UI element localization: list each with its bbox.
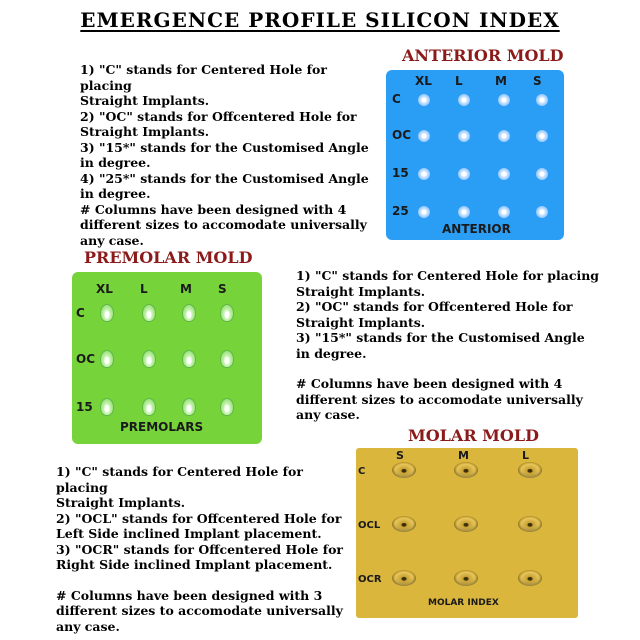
note-line: 3) "15*" stands for the Customised Angle [296, 330, 585, 345]
implant-hole [454, 570, 478, 586]
premolar-heading: PREMOLAR MOLD [84, 248, 253, 267]
row-label: C [392, 92, 401, 106]
column-label: L [522, 449, 530, 462]
implant-hole [100, 350, 114, 368]
column-label: S [396, 449, 404, 462]
implant-hole [454, 462, 478, 478]
molar-mold-image [356, 448, 578, 618]
implant-hole [458, 130, 470, 142]
column-label: M [458, 449, 469, 462]
implant-hole [142, 350, 156, 368]
row-label: OCR [358, 574, 382, 585]
anterior-notes [80, 62, 380, 248]
note-line: Straight Implants. [296, 283, 426, 299]
note-line: Left Side inclined Implant placement. [56, 526, 322, 541]
implant-hole [392, 570, 416, 586]
note-line: 2) "OC" stands for Offcentered Hole for [80, 108, 357, 124]
mold-footer-label: MOLAR INDEX [428, 598, 499, 608]
row-label: 15 [392, 166, 409, 180]
implant-hole [498, 206, 510, 218]
implant-hole [392, 462, 416, 478]
note-line: # Columns have been designed with 4 [80, 201, 347, 217]
row-label: OC [392, 128, 412, 142]
note-line: Straight Implants. [80, 124, 210, 139]
note-line: 2) "OC" stands for Offcentered Hole for [296, 299, 573, 314]
implant-hole [458, 168, 470, 180]
note-line: different sizes to accomodate universally [80, 217, 367, 232]
note-line: # Columns have been designed with 4 [296, 376, 563, 391]
premolar-mold-image [72, 272, 262, 444]
column-label: XL [96, 282, 113, 296]
implant-hole [182, 398, 196, 416]
implant-hole [536, 168, 548, 180]
spacer [56, 573, 356, 588]
implant-hole [220, 398, 234, 416]
implant-hole [454, 516, 478, 532]
implant-hole [182, 350, 196, 368]
implant-hole [418, 130, 430, 142]
molar-notes [56, 464, 356, 634]
note-line: Straight Implants. [80, 93, 210, 108]
implant-hole [498, 168, 510, 180]
note-line: in degree. [80, 155, 151, 170]
mold-footer-label: ANTERIOR [442, 222, 511, 236]
column-label: S [218, 282, 227, 296]
implant-hole [418, 168, 430, 180]
premolar-notes [296, 268, 606, 423]
note-line: 1) "C" stands for Centered Hole for placing [296, 268, 600, 283]
page-title: EMERGENCE PROFILE SILICON INDEX [80, 8, 560, 32]
column-label: M [180, 282, 192, 296]
implant-hole [458, 206, 470, 218]
implant-hole [458, 94, 470, 106]
mold-footer-label: PREMOLARS [120, 420, 204, 434]
note-line: any case. [296, 407, 360, 422]
implant-hole [498, 94, 510, 106]
row-label: OC [76, 352, 96, 366]
row-label: OCL [358, 520, 381, 531]
note-line: Right Side inclined Implant placement. [56, 557, 333, 572]
row-label: 25 [392, 204, 409, 218]
column-label: XL [415, 74, 432, 88]
anterior-mold-image [386, 70, 564, 240]
note-line: any case. [80, 232, 144, 248]
implant-hole [182, 304, 196, 322]
implant-hole [498, 130, 510, 142]
implant-hole [518, 516, 542, 532]
note-line: 3) "OCR" stands for Offcentered Hole for [56, 541, 344, 557]
implant-hole [220, 350, 234, 368]
implant-hole [418, 206, 430, 218]
row-label: 15 [76, 400, 93, 414]
implant-hole [142, 398, 156, 416]
note-line: # Columns have been designed with 3 [56, 587, 323, 603]
anterior-heading: ANTERIOR MOLD [402, 46, 564, 65]
note-line: in degree. [296, 345, 367, 361]
note-line: in degree. [80, 186, 151, 201]
implant-hole [536, 130, 548, 142]
note-line: 4) "25*" stands for the Customised Angle [80, 170, 369, 186]
implant-hole [418, 94, 430, 106]
note-line: Straight Implants. [56, 495, 186, 510]
column-label: M [495, 74, 507, 88]
implant-hole [392, 516, 416, 532]
note-line: 1) "C" stands for Centered Hole for placing [56, 464, 303, 495]
implant-hole [518, 462, 542, 478]
implant-hole [220, 304, 234, 322]
note-line: any case. [56, 618, 120, 634]
note-line: 3) "15*" stands for the Customised Angle [80, 139, 369, 155]
implant-hole [518, 570, 542, 586]
column-label: L [140, 282, 148, 296]
implant-hole [100, 304, 114, 322]
column-label: L [455, 74, 463, 88]
note-line: 2) "OCL" stands for Offcentered Hole for [56, 510, 342, 526]
column-label: S [533, 74, 542, 88]
note-line: 1) "C" stands for Centered Hole for placing [80, 62, 327, 93]
note-line: different sizes to accomodate universally [56, 603, 343, 618]
note-line: different sizes to accomodate universally [296, 391, 583, 407]
molar-heading: MOLAR MOLD [408, 426, 539, 445]
implant-hole [536, 94, 548, 106]
implant-hole [142, 304, 156, 322]
row-label: C [76, 306, 85, 320]
spacer [296, 361, 606, 376]
row-label: C [358, 466, 366, 477]
implant-hole [100, 398, 114, 416]
implant-hole [536, 206, 548, 218]
note-line: Straight Implants. [296, 314, 426, 330]
